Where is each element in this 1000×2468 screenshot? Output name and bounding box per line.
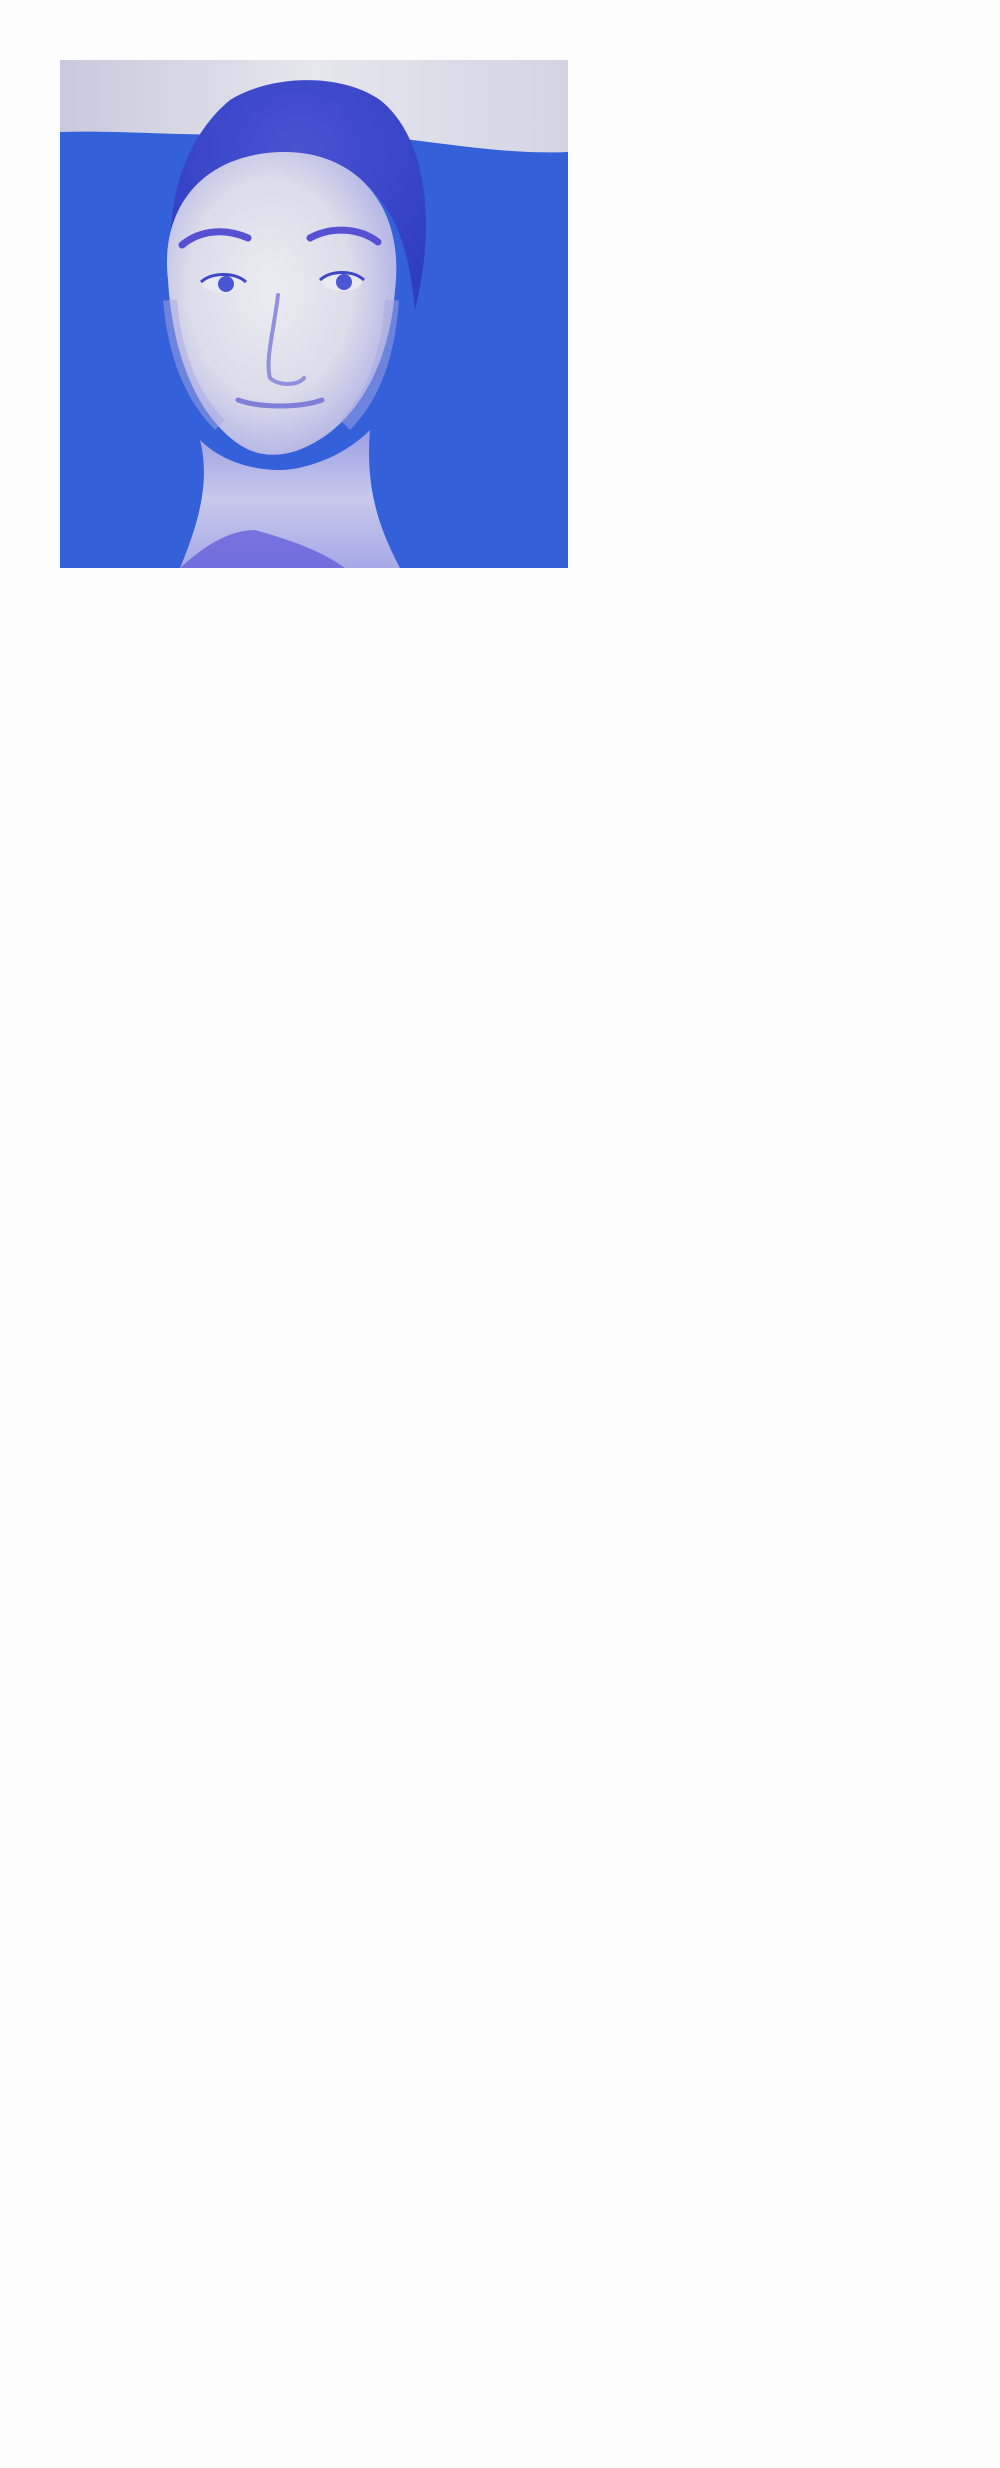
right-iris [336,274,352,290]
left-iris [218,276,234,292]
portrait-image [60,60,568,568]
portrait-illustration [60,60,568,568]
